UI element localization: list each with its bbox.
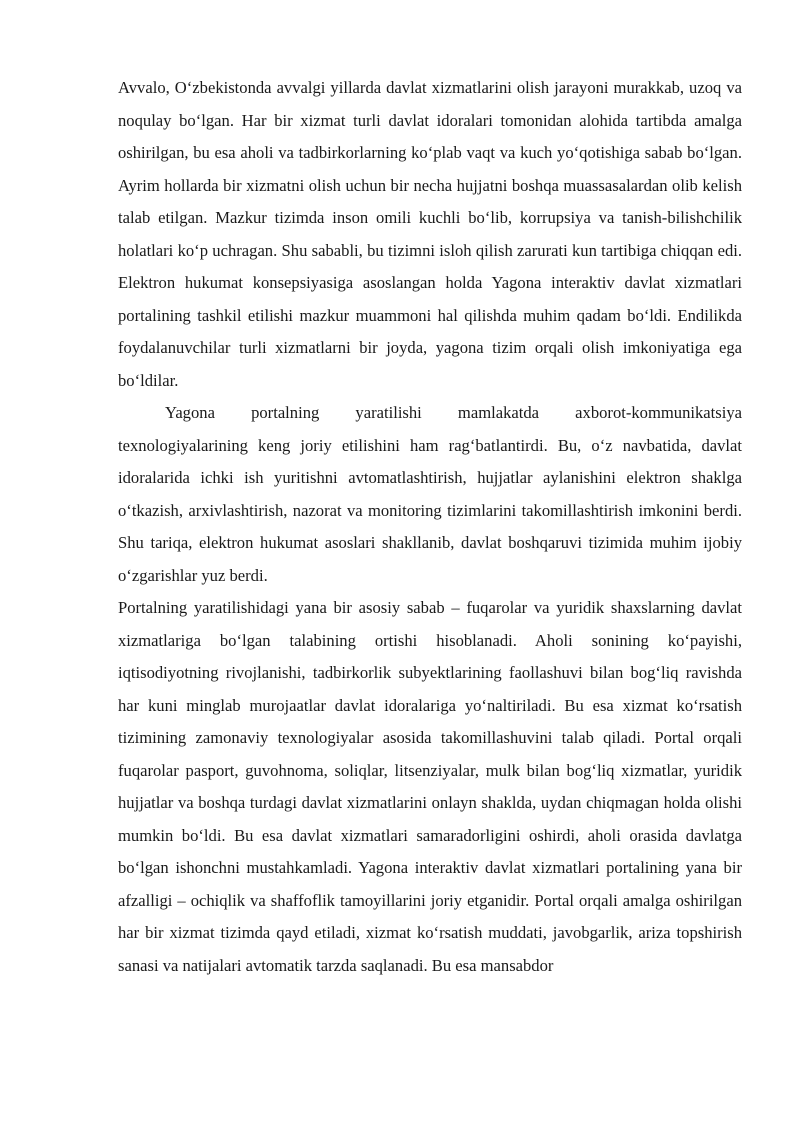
paragraph-1: Avvalo, O‘zbekistonda avvalgi yillarda davlat xizmatlarini olish jarayoni murakkab, uzoq va noqulay bo‘lgan. Har bir xizmat turli davlat idoralari tomonidan alohida tartibda amalga oshirilgan, bu esa aholi va tadbirkorlarning ko‘plab vaqt va kuch yo‘qotishiga sabab bo‘lgan. Ayrim hollarda bir xizmatni olish uchun bir necha hujjatni boshqa muassasalardan olib kelish talab etilgan. Mazkur tizimda inson omili kuchli bo‘lib, korrupsiya va tanish-bilishchilik holatlari ko‘p uchragan. Shu sababli, bu tizimni isloh qilish zarurati kun tartibiga chiqqan edi. Elektron hukumat konsepsiyasiga asoslangan holda Yagona interaktiv davlat xizmatlari portalining tashkil etilishi mazkur muammoni hal qilishda muhim qadam bo‘ldi. Endilikda foydalanuvchilar turli xizmatlarni bir joyda, yagona tizim orqali olish imkoniyatiga ega bo‘ldilar. [118, 78, 742, 390]
paragraph-2: Yagona portalning yaratilishi mamlakatda axborot-kommunikatsiya texnologiyalarining keng joriy etilishini ham rag‘batlantirdi. Bu, o‘z navbatida, davlat idoralarida ichki ish yuritishni avtomatlashtirish, hujjatlar aylanishini elektron shaklga o‘tkazish, arxivlashtirish, nazorat va monitoring tizimlarini takomillashtirish imkonini berdi. Shu tariqa, elektron hukumat asoslari shakllanib, davlat boshqaruvi tizimida muhim ijobiy o‘zgarishlar yuz berdi. [118, 403, 742, 585]
document-page [118, 72, 742, 982]
paragraph-3: Portalning yaratilishidagi yana bir asosiy sabab – fuqarolar va yuridik shaxslarning davlat xizmatlariga bo‘lgan talabining ortishi hisoblanadi. Aholi sonining ko‘payishi, iqtisodiyotning rivojlanishi, tadbirkorlik subyektlarining faollashuvi bilan bog‘liq ravishda har kuni minglab murojaatlar davlat idoralariga yo‘naltiriladi. Bu esa xizmat ko‘rsatish tizimining zamonaviy texnologiyalar asosida takomillashuvini talab qiladi. Portal orqali fuqarolar pasport, guvohnoma, soliqlar, litsenziyalar, mulk bilan bog‘liq xizmatlar, yuridik hujjatlar va boshqa turdagi davlat xizmatlarini onlayn shaklda, uydan chiqmagan holda olishi mumkin bo‘ldi. Bu esa davlat xizmatlari samaradorligini oshirdi, aholi orasida davlatga bo‘lgan ishonchni mustahkamladi. Yagona interaktiv davlat xizmatlari portalining yana bir afzalligi – ochiqlik va shaffoflik tamoyillarini joriy etganidir. Portal orqali amalga oshirilgan har bir xizmat tizimda qayd etiladi, xizmat ko‘rsatish muddati, javobgarlik, ariza topshirish sanasi va natijalari avtomatik tarzda saqlanadi. Bu esa mansabdor [118, 598, 742, 975]
